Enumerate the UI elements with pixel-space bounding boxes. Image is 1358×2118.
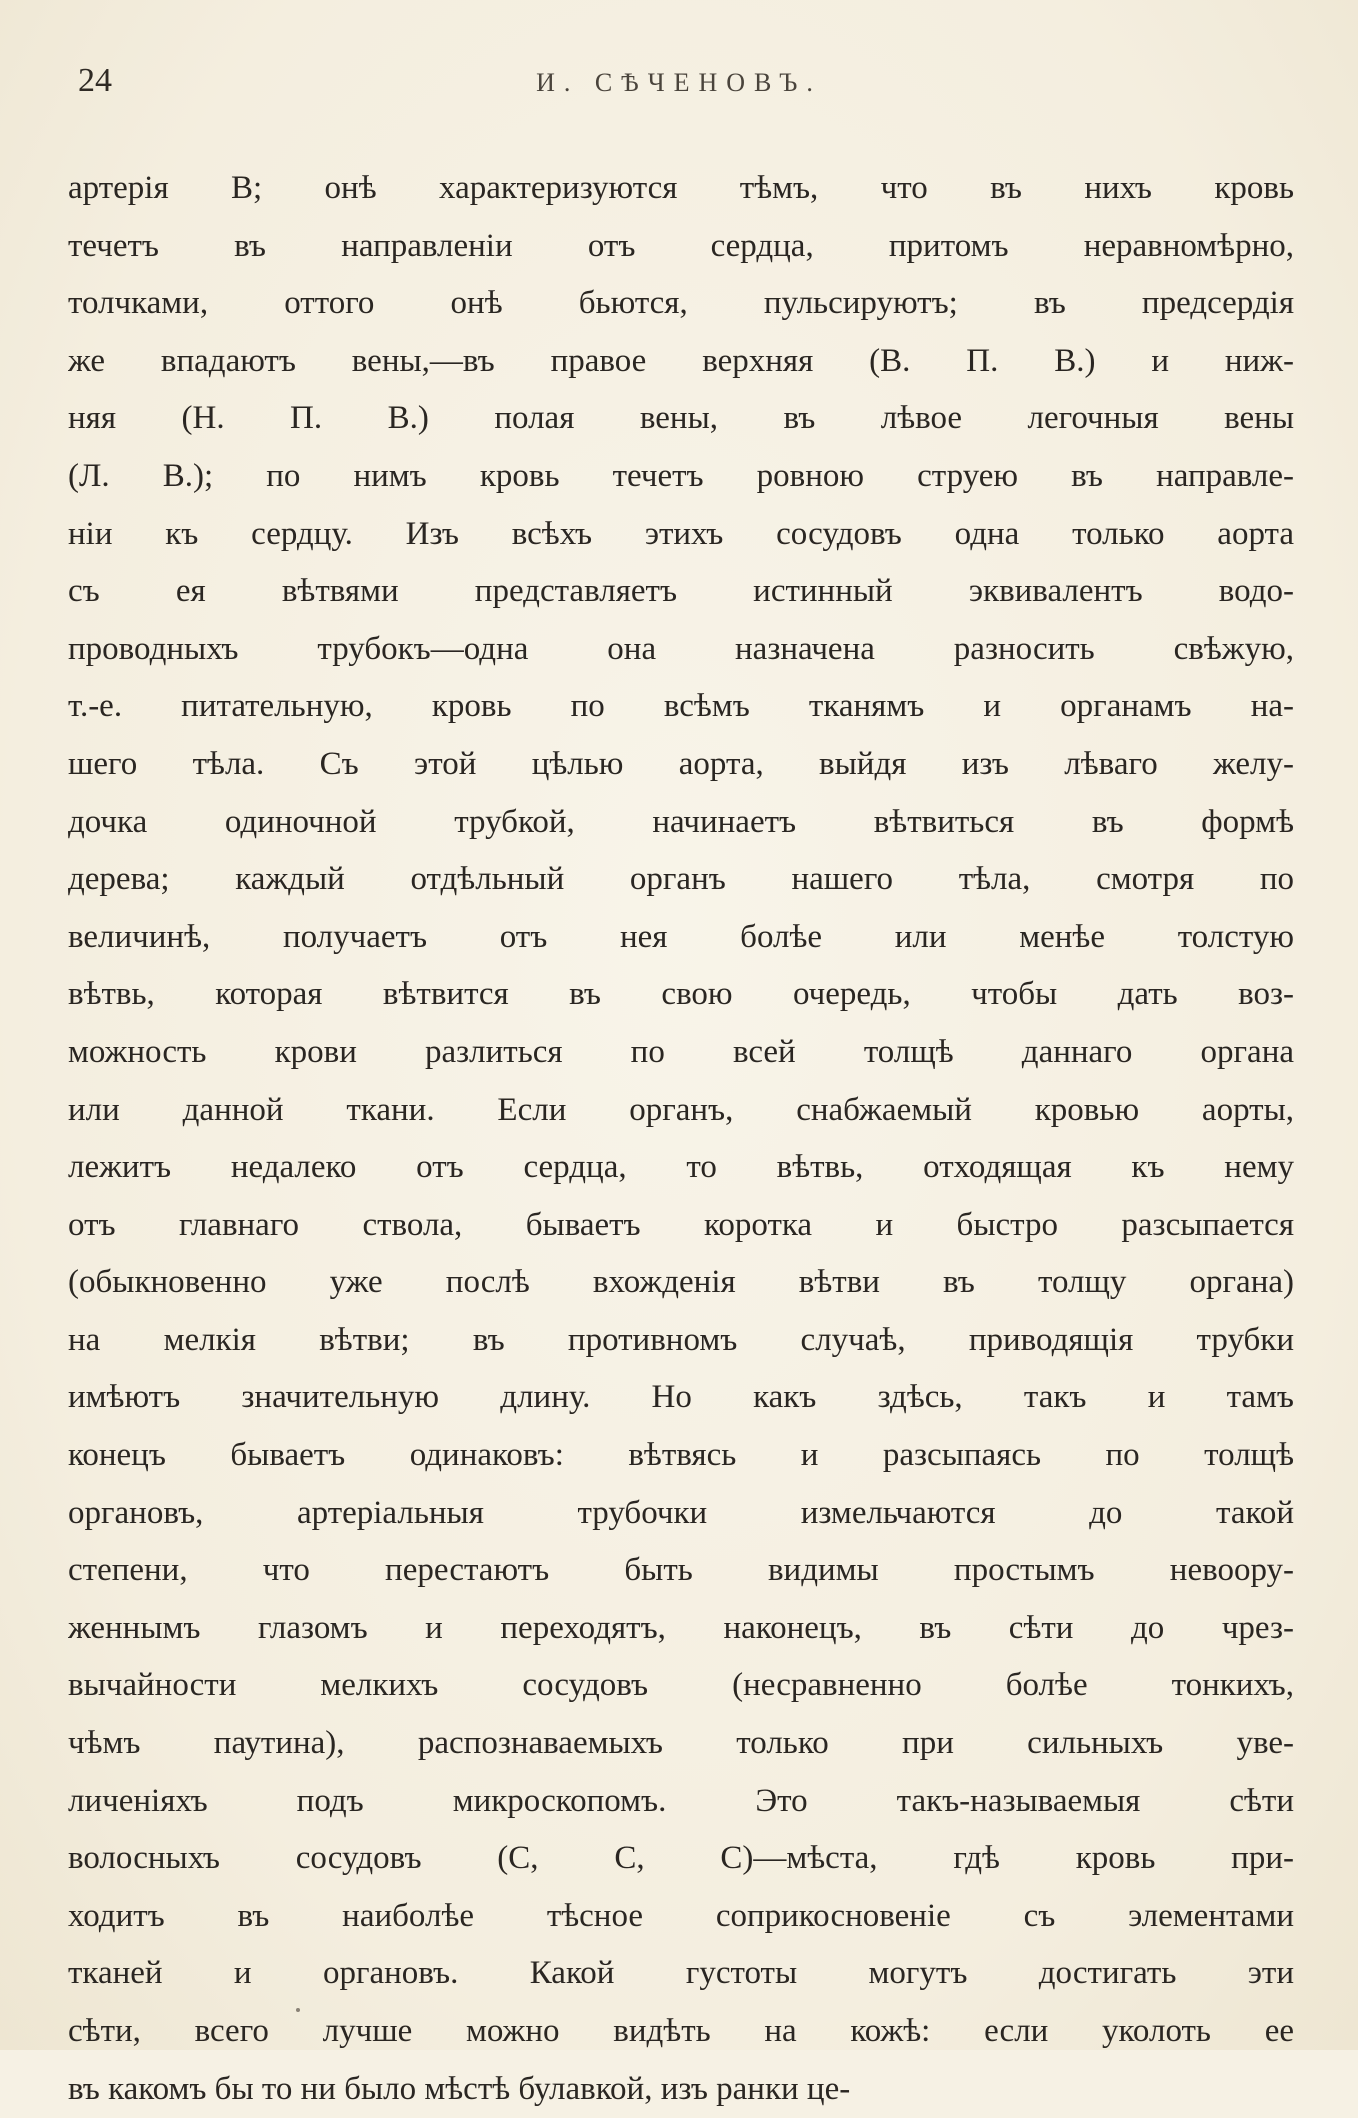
- text-line: няя (Н. П. В.) полая вены, въ лѣвое легочныя вены: [68, 400, 1294, 437]
- text-line: же впадаютъ вены,—въ правое верхняя (В. П. В.) и ниж-: [68, 342, 1294, 379]
- text-line: имѣютъ значительную длину. Но какъ здѣсь, такъ и тамъ: [68, 1379, 1294, 1416]
- text-line: органовъ, артеріальныя трубочки измельчаются до такой: [68, 1494, 1294, 1531]
- text-line: на мелкія вѣтви; въ противномъ случаѣ, приводящія трубки: [68, 1321, 1294, 1358]
- text-line: вѣтвь, которая вѣтвится въ свою очередь, чтобы дать воз-: [68, 976, 1294, 1013]
- body-text: [68, 160, 1294, 2118]
- print-speck: [296, 2008, 300, 2012]
- text-line: (обыкновенно уже послѣ вхожденія вѣтви въ толщу органа): [68, 1264, 1294, 1301]
- text-line: артерія В; онѣ характеризуются тѣмъ, что въ нихъ кровь: [68, 170, 1294, 206]
- text-line: т.-е. питательную, кровь по всѣмъ тканямъ и органамъ на-: [68, 688, 1294, 725]
- text-line: течетъ въ направленіи отъ сердца, притомъ неравномѣрно,: [68, 227, 1294, 264]
- text-line: дерева; каждый отдѣльный органъ нашего тѣла, смотря по: [68, 861, 1294, 898]
- text-line: тканей и органовъ. Какой густоты могутъ достигать эти: [68, 1955, 1294, 1992]
- text-line: (Л. В.); по нимъ кровь течетъ ровною струею въ направле-: [68, 457, 1294, 494]
- text-line: личеніяхъ подъ микроскопомъ. Это такъ-называемыя сѣти: [68, 1782, 1294, 1819]
- text-line: въ какомъ бы то ни было мѣстѣ булавкой, изъ ранки це-: [68, 2070, 851, 2107]
- text-line: степени, что перестаютъ быть видимы простымъ невоору-: [68, 1552, 1294, 1589]
- text-line: волосныхъ сосудовъ (С, С, С)—мѣста, гдѣ кровь при-: [68, 1840, 1294, 1877]
- running-head: [78, 62, 1280, 102]
- text-line: или данной ткани. Если органъ, снабжаемый кровью аорты,: [68, 1091, 1294, 1128]
- text-line: вычайности мелкихъ сосудовъ (несравненно болѣе тонкихъ,: [68, 1667, 1294, 1704]
- text-line: съ ея вѣтвями представляетъ истинный эквивалентъ водо-: [68, 573, 1294, 610]
- text-line: ніи къ сердцу. Изъ всѣхъ этихъ сосудовъ одна только аорта: [68, 515, 1294, 552]
- text-line: величинѣ, получаетъ отъ нея болѣе или менѣе толстую: [68, 918, 1294, 955]
- text-line: конецъ бываетъ одинаковъ: вѣтвясь и разсыпаясь по толщѣ: [68, 1437, 1294, 1474]
- text-line: сѣти, всего лучше можно видѣть на кожѣ: если уколоть ее: [68, 2013, 1294, 2049]
- text-line: можность крови разлиться по всей толщѣ даннаго органа: [68, 1033, 1294, 1070]
- text-line: чѣмъ паутина), распознаваемыхъ только при сильныхъ уве-: [68, 1725, 1294, 1762]
- text-line: ходитъ въ наиболѣе тѣсное соприкосновеніе съ элементами: [68, 1897, 1294, 1934]
- text-line: дочка одиночной трубкой, начинаетъ вѣтвиться въ формѣ: [68, 803, 1294, 840]
- text-line: отъ главнаго ствола, бываетъ коротка и быстро разсыпается: [68, 1206, 1294, 1243]
- text-line: лежитъ недалеко отъ сердца, то вѣтвь, отходящая къ нему: [68, 1149, 1294, 1186]
- text-line: шего тѣла. Съ этой цѣлью аорта, выйдя изъ лѣваго желу-: [68, 745, 1294, 782]
- page-number: 24: [78, 62, 112, 99]
- running-title: И. СѢЧЕНОВЪ.: [536, 68, 822, 97]
- text-line: проводныхъ трубокъ—одна она назначена разносить свѣжую,: [68, 630, 1294, 667]
- text-line: женнымъ глазомъ и переходятъ, наконецъ, въ сѣти до чрез-: [68, 1609, 1294, 1646]
- text-line: толчками, оттого онѣ бьются, пульсируютъ; въ предсердія: [68, 285, 1294, 322]
